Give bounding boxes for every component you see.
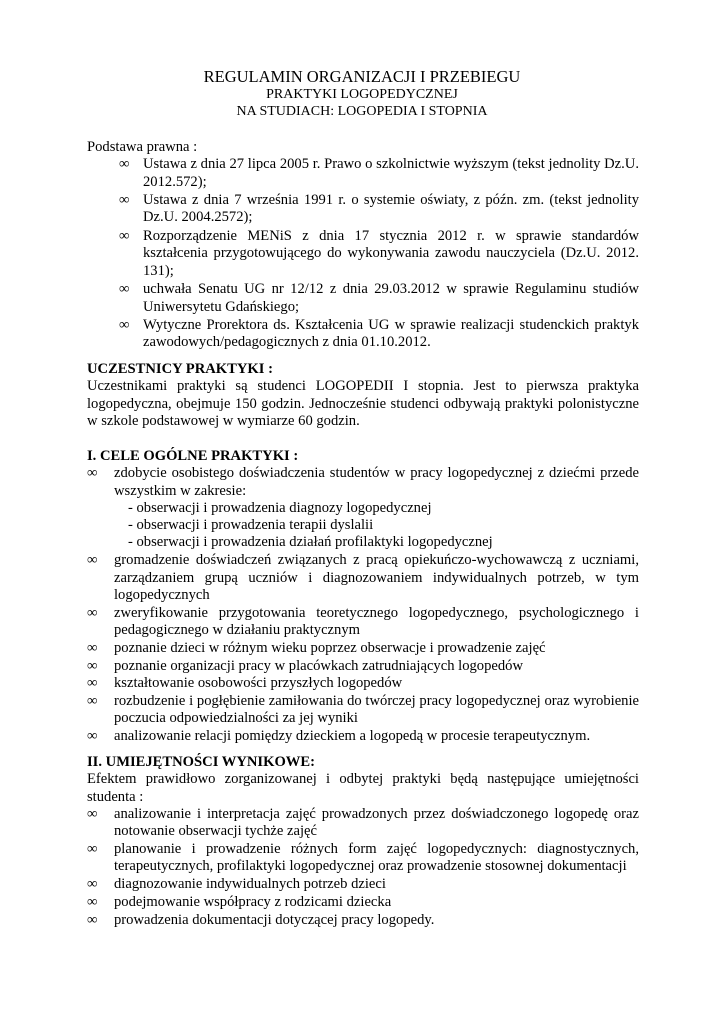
bullet-icon: ∞ bbox=[119, 156, 130, 173]
bullet-icon: ∞ bbox=[119, 281, 130, 298]
skill-item: ∞ prowadzenia dokumentacji dotyczącej pracy logopedy. bbox=[87, 911, 435, 928]
legal-basis-label: Podstawa prawna : bbox=[87, 139, 198, 155]
skills-heading: II. UMIEJĘTNOŚCI WYNIKOWE: bbox=[87, 754, 315, 770]
goal-item: ∞ rozbudzenie i pogłębienie zamiłowania do twórczej pracy logopedycznej oraz wyrobienie poczucia odpowiedzialności za jej wyniki bbox=[87, 693, 639, 727]
skill-item: ∞ diagnozowanie indywidualnych potrzeb dzieci bbox=[87, 876, 386, 893]
document-subtitle-2: NA STUDIACH: LOGOPEDIA I STOPNIA bbox=[236, 104, 488, 119]
skills-section bbox=[87, 754, 639, 929]
bullet-icon: ∞ bbox=[87, 675, 98, 692]
bullet-icon: ∞ bbox=[87, 911, 98, 928]
goal-item: ∞ poznanie organizacji pracy w placówkach zatrudniających logopedów bbox=[87, 657, 523, 674]
bullet-icon: ∞ bbox=[87, 552, 98, 569]
goal-item: ∞ zdobycie osobistego doświadczenia studentów w pracy logopedycznej z dziećmi przede wszystkim w zakresie: - obserwacji i prowadzenia diagnozy logopedycznej - obserwacji i prowadzenia terapii dyslalii - obserwacji i prowadzenia działań profilaktyki logopedycznej bbox=[87, 465, 639, 551]
bullet-icon: ∞ bbox=[119, 317, 130, 334]
goal-item: ∞ gromadzenie doświadczeń związanych z pracą opiekuńczo-wychowawczą z uczniami, zarządzaniem grupą uczniów i diagnozowaniem indywidualnych potrzeb, w tym logopedycznych bbox=[87, 552, 639, 603]
goal-item: ∞ analizowanie relacji pomiędzy dzieckiem a logopedą w procesie terapeutycznym. bbox=[87, 728, 591, 745]
bullet-icon: ∞ bbox=[87, 639, 98, 656]
legal-basis-item: ∞ Rozporządzenie MENiS z dnia 17 stycznia 2012 r. w sprawie standardów kształcenia przygotowującego do wykonywania zawodu nauczyciela (Dz.U. 2012. 131); bbox=[119, 228, 639, 279]
bullet-icon: ∞ bbox=[119, 192, 130, 209]
goals-heading: I. CELE OGÓLNE PRAKTYKI : bbox=[87, 448, 299, 464]
legal-basis-item: ∞ Ustawa z dnia 27 lipca 2005 r. Prawo o szkolnictwie wyższym (tekst jednolity Dz.U. 2012.572); bbox=[119, 156, 639, 190]
bullet-icon: ∞ bbox=[87, 805, 98, 822]
goal-sub-item: - obserwacji i prowadzenia terapii dyslalii bbox=[128, 517, 374, 534]
bullet-icon: ∞ bbox=[87, 728, 98, 745]
participants-section bbox=[87, 361, 639, 430]
legal-basis-item: ∞ Wytyczne Prorektora ds. Kształcenia UG w sprawie realizacji studenckich praktyk zawodowych/pedagogicznych z dnia 01.10.2012. bbox=[119, 317, 639, 351]
legal-basis-section bbox=[87, 139, 639, 353]
skill-item: ∞ planowanie i prowadzenie różnych form zajęć logopedycznych: diagnostycznych, terapeutycznych, profilaktyki logopedycznej oraz prowadzenie stosownej dokumentacji bbox=[87, 840, 639, 875]
legal-basis-list bbox=[87, 156, 639, 351]
skill-item: ∞ podejmowanie współpracy z rodzicami dziecka bbox=[87, 893, 392, 910]
document-subtitle-1: PRAKTYKI LOGOPEDYCZNEJ bbox=[266, 87, 458, 102]
skills-list bbox=[87, 806, 639, 929]
legal-basis-item: ∞ Ustawa z dnia 7 września 1991 r. o systemie oświaty, z późn. zm. (tekst jednolity Dz.U. 2004.2572); bbox=[119, 192, 639, 226]
goal-sub-item: - obserwacji i prowadzenia diagnozy logopedycznej bbox=[128, 499, 432, 516]
bullet-icon: ∞ bbox=[87, 876, 98, 893]
document-header bbox=[0, 68, 724, 120]
goal-item: ∞ zweryfikowanie przygotowania teoretycznego logopedycznego, psychologicznego i pedagogicznego w działaniu praktycznym bbox=[87, 604, 639, 638]
bullet-icon: ∞ bbox=[87, 657, 98, 674]
goal-sub-item: - obserwacji i prowadzenia działań profilaktyki logopedycznej bbox=[128, 534, 493, 551]
goal-item: ∞ kształtowanie osobowości przyszłych logopedów bbox=[87, 675, 403, 692]
skill-item: ∞ analizowanie i interpretacja zajęć prowadzonych przez doświadczonego logopedę oraz notowanie obserwacji tychże zajęć bbox=[87, 805, 639, 840]
document-title: REGULAMIN ORGANIZACJI I PRZEBIEGU bbox=[203, 67, 521, 86]
goals-list bbox=[87, 465, 639, 745]
legal-basis-item: ∞ uchwała Senatu UG nr 12/12 z dnia 29.03.2012 w sprawie Regulaminu studiów Uniwersytetu Gdańskiego; bbox=[119, 281, 639, 315]
bullet-icon: ∞ bbox=[87, 604, 98, 621]
bullet-icon: ∞ bbox=[87, 465, 98, 482]
participants-heading: UCZESTNICY PRAKTYKI : bbox=[87, 361, 273, 377]
bullet-icon: ∞ bbox=[119, 228, 130, 245]
goal-item: ∞ poznanie dzieci w różnym wieku poprzez obserwacje i prowadzenie zajęć bbox=[87, 639, 546, 656]
goals-section bbox=[87, 448, 639, 746]
participants-text: Uczestnikami praktyki są studenci LOGOPEDII I stopnia. Jest to pierwsza praktyka logopedyczna, obejmuje 150 godzin. Jednocześnie studenci odbywają praktyki polonistyczne w szkole podstawowej w wymiarze 60 godzin. bbox=[87, 378, 639, 429]
goal-sub-list bbox=[114, 500, 639, 552]
bullet-icon: ∞ bbox=[87, 693, 98, 710]
bullet-icon: ∞ bbox=[87, 840, 98, 857]
skills-intro: Efektem prawidłowo zorganizowanej i odbytej praktyki będą następujące umiejętności studenta : bbox=[87, 771, 639, 805]
bullet-icon: ∞ bbox=[87, 893, 98, 910]
